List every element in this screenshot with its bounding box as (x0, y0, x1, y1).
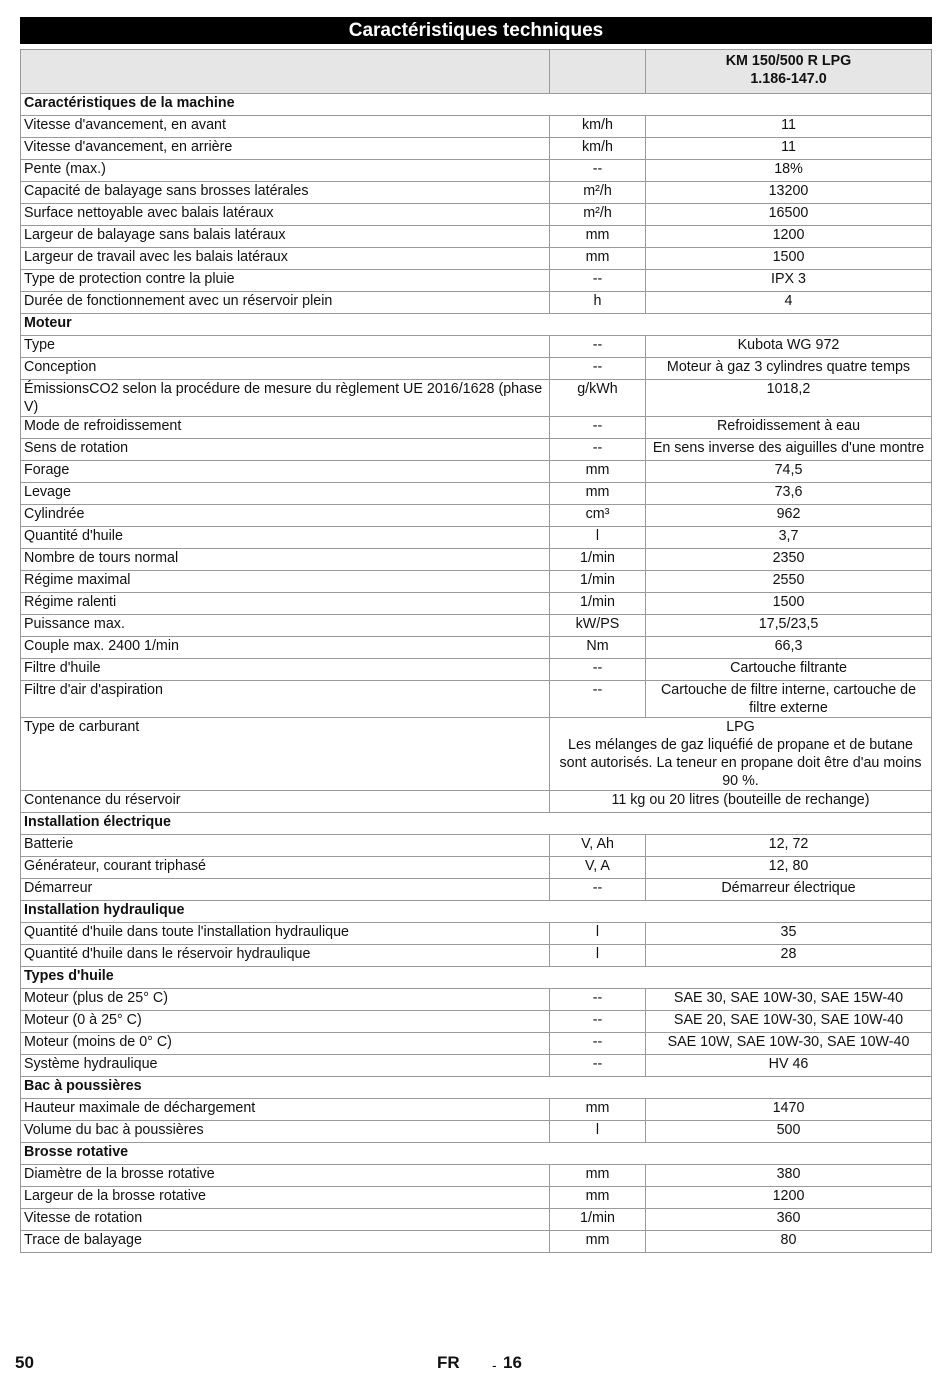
table-row (21, 461, 932, 483)
spec-unit: 1/min (550, 593, 646, 615)
spec-label: Moteur (plus de 25° C) (21, 989, 550, 1011)
spec-unit: -- (550, 160, 646, 182)
spec-label: Vitesse d'avancement, en avant (21, 116, 550, 138)
spec-unit: l (550, 923, 646, 945)
header-label-cell (21, 50, 550, 94)
spec-value: Démarreur électrique (646, 879, 932, 901)
table-row (21, 505, 932, 527)
table-row (21, 945, 932, 967)
table-row (21, 1187, 932, 1209)
spec-label: Démarreur (21, 879, 550, 901)
spec-value: 4 (646, 292, 932, 314)
spec-value: 1200 (646, 1187, 932, 1209)
section-header-row (21, 314, 932, 336)
spec-value: 1500 (646, 248, 932, 270)
spec-unit: cm³ (550, 505, 646, 527)
spec-unit: mm (550, 483, 646, 505)
spec-unit: V, Ah (550, 835, 646, 857)
spec-unit: -- (550, 439, 646, 461)
spec-label: Volume du bac à poussières (21, 1121, 550, 1143)
spec-unit: l (550, 527, 646, 549)
section-title: Installation électrique (21, 813, 932, 835)
table-row (21, 1033, 932, 1055)
model-name: KM 150/500 R LPG (725, 53, 852, 69)
section-page-number: 16 (503, 1353, 522, 1372)
spec-label: Pente (max.) (21, 160, 550, 182)
spec-value: 35 (646, 923, 932, 945)
table-row (21, 791, 932, 813)
table-row (21, 116, 932, 138)
spec-label: Durée de fonctionnement avec un réservoir plein (21, 292, 550, 314)
spec-unit: mm (550, 248, 646, 270)
spec-label: Largeur de balayage sans balais latéraux (21, 226, 550, 248)
spec-label: ÉmissionsCO2 selon la procédure de mesure du règlement UE 2016/1628 (phase V) (21, 380, 550, 417)
spec-label: Couple max. 2400 1/min (21, 637, 550, 659)
spec-value: 16500 (646, 204, 932, 226)
spec-value: Cartouche de filtre interne, cartouche de filtre externe (646, 681, 932, 718)
table-row (21, 358, 932, 380)
section-header-row (21, 1143, 932, 1165)
spec-unit: mm (550, 1165, 646, 1187)
table-row (21, 1055, 932, 1077)
spec-value: 1018,2 (646, 380, 932, 417)
spec-value: Refroidissement à eau (646, 417, 932, 439)
spec-label: Puissance max. (21, 615, 550, 637)
table-row (21, 681, 932, 718)
spec-unit: Nm (550, 637, 646, 659)
spec-label: Cylindrée (21, 505, 550, 527)
spec-label: Surface nettoyable avec balais latéraux (21, 204, 550, 226)
spec-label: Capacité de balayage sans brosses latérales (21, 182, 550, 204)
spec-unit: 1/min (550, 1209, 646, 1231)
spec-value: Kubota WG 972 (646, 336, 932, 358)
spec-unit: -- (550, 879, 646, 901)
table-row (21, 857, 932, 879)
spec-unit: -- (550, 1033, 646, 1055)
spec-unit: -- (550, 270, 646, 292)
table-row (21, 718, 932, 791)
spec-table (20, 49, 932, 1253)
section-header-row (21, 901, 932, 923)
spec-value: 2350 (646, 549, 932, 571)
table-row (21, 439, 932, 461)
section-title: Installation hydraulique (21, 901, 932, 923)
spec-value: 11 (646, 116, 932, 138)
spec-label: Quantité d'huile (21, 527, 550, 549)
section-header-row (21, 813, 932, 835)
spec-value: IPX 3 (646, 270, 932, 292)
table-row (21, 659, 932, 681)
table-row (21, 417, 932, 439)
spec-unit: -- (550, 1011, 646, 1033)
spec-label: Forage (21, 461, 550, 483)
spec-label: Moteur (moins de 0° C) (21, 1033, 550, 1055)
section-title: Moteur (21, 314, 932, 336)
table-row (21, 571, 932, 593)
spec-value-main: LPG (726, 719, 755, 735)
table-row (21, 527, 932, 549)
table-row (21, 160, 932, 182)
section-header-row (21, 967, 932, 989)
spec-value: 500 (646, 1121, 932, 1143)
table-row (21, 879, 932, 901)
table-row (21, 1099, 932, 1121)
table-row (21, 270, 932, 292)
spec-unit: h (550, 292, 646, 314)
spec-value: 1500 (646, 593, 932, 615)
spec-unit: mm (550, 226, 646, 248)
spec-label: Sens de rotation (21, 439, 550, 461)
spec-unit: m²/h (550, 182, 646, 204)
spec-unit: -- (550, 681, 646, 718)
spec-value: En sens inverse des aiguilles d'une montre (646, 439, 932, 461)
spec-label: Système hydraulique (21, 1055, 550, 1077)
spec-label: Moteur (0 à 25° C) (21, 1011, 550, 1033)
section-title: Brosse rotative (21, 1143, 932, 1165)
spec-value: 74,5 (646, 461, 932, 483)
spec-unit: kW/PS (550, 615, 646, 637)
spec-value: 3,7 (646, 527, 932, 549)
table-header-row (21, 50, 932, 94)
page-separator: - (492, 1357, 497, 1373)
spec-unit: -- (550, 1055, 646, 1077)
spec-value: Moteur à gaz 3 cylindres quatre temps (646, 358, 932, 380)
spec-unit: mm (550, 1187, 646, 1209)
table-row (21, 1121, 932, 1143)
spec-label: Levage (21, 483, 550, 505)
table-row (21, 336, 932, 358)
spec-label: Diamètre de la brosse rotative (21, 1165, 550, 1187)
table-row (21, 593, 932, 615)
spec-unit: -- (550, 659, 646, 681)
table-row (21, 637, 932, 659)
spec-label: Générateur, courant triphasé (21, 857, 550, 879)
spec-label: Nombre de tours normal (21, 549, 550, 571)
spec-value: 13200 (646, 182, 932, 204)
spec-value (550, 718, 932, 791)
spec-unit: mm (550, 461, 646, 483)
header-unit-cell (550, 50, 646, 94)
spec-label: Type de protection contre la pluie (21, 270, 550, 292)
spec-value: 1470 (646, 1099, 932, 1121)
spec-value: 360 (646, 1209, 932, 1231)
spec-label: Régime ralenti (21, 593, 550, 615)
spec-label: Conception (21, 358, 550, 380)
spec-value: 66,3 (646, 637, 932, 659)
spec-value (550, 791, 932, 813)
table-row (21, 1165, 932, 1187)
spec-label: Batterie (21, 835, 550, 857)
spec-unit: m²/h (550, 204, 646, 226)
header-model-cell (646, 50, 932, 94)
table-row (21, 380, 932, 417)
table-row (21, 204, 932, 226)
table-row (21, 1231, 932, 1253)
table-row (21, 1209, 932, 1231)
spec-label: Type de carburant (21, 718, 550, 791)
spec-unit: km/h (550, 116, 646, 138)
spec-unit: -- (550, 989, 646, 1011)
spec-unit: l (550, 945, 646, 967)
spec-value: Cartouche filtrante (646, 659, 932, 681)
spec-value: 80 (646, 1231, 932, 1253)
model-number: 1.186-147.0 (750, 71, 827, 87)
spec-value: 2550 (646, 571, 932, 593)
spec-value: HV 46 (646, 1055, 932, 1077)
spec-value: 962 (646, 505, 932, 527)
section-header-row (21, 1077, 932, 1099)
section-title: Bac à poussières (21, 1077, 932, 1099)
spec-label: Type (21, 336, 550, 358)
spec-unit: V, A (550, 857, 646, 879)
spec-unit: mm (550, 1231, 646, 1253)
section-title: Caractéristiques de la machine (21, 94, 932, 116)
table-row (21, 615, 932, 637)
section-header-row (21, 94, 932, 116)
spec-value: 17,5/23,5 (646, 615, 932, 637)
spec-label: Mode de refroidissement (21, 417, 550, 439)
spec-value-note: Les mélanges de gaz liquéfié de propane et de butane sont autorisés. La teneur en propane doit être d'au moins 90 %. (559, 737, 922, 789)
spec-value: SAE 30, SAE 10W-30, SAE 15W-40 (646, 989, 932, 1011)
table-row (21, 138, 932, 160)
spec-label: Vitesse de rotation (21, 1209, 550, 1231)
table-row (21, 292, 932, 314)
spec-label: Vitesse d'avancement, en arrière (21, 138, 550, 160)
spec-value: 28 (646, 945, 932, 967)
spec-unit: l (550, 1121, 646, 1143)
spec-value: 73,6 (646, 483, 932, 505)
spec-unit: mm (550, 1099, 646, 1121)
spec-label: Quantité d'huile dans toute l'installation hydraulique (21, 923, 550, 945)
spec-label: Largeur de la brosse rotative (21, 1187, 550, 1209)
spec-value: 12, 72 (646, 835, 932, 857)
table-row (21, 923, 932, 945)
page-title: Caractéristiques techniques (20, 17, 932, 44)
spec-unit: km/h (550, 138, 646, 160)
spec-label: Largeur de travail avec les balais latéraux (21, 248, 550, 270)
spec-unit: -- (550, 358, 646, 380)
spec-unit: g/kWh (550, 380, 646, 417)
spec-label: Trace de balayage (21, 1231, 550, 1253)
spec-value: SAE 10W, SAE 10W-30, SAE 10W-40 (646, 1033, 932, 1055)
table-row (21, 226, 932, 248)
spec-value: 380 (646, 1165, 932, 1187)
spec-label: Filtre d'huile (21, 659, 550, 681)
table-row (21, 483, 932, 505)
spec-unit: 1/min (550, 571, 646, 593)
table-row (21, 549, 932, 571)
page-number: 50 (15, 1353, 34, 1372)
table-row (21, 989, 932, 1011)
spec-label: Quantité d'huile dans le réservoir hydraulique (21, 945, 550, 967)
section-title: Types d'huile (21, 967, 932, 989)
spec-unit: -- (550, 417, 646, 439)
table-row (21, 182, 932, 204)
spec-label: Filtre d'air d'aspiration (21, 681, 550, 718)
spec-value: SAE 20, SAE 10W-30, SAE 10W-40 (646, 1011, 932, 1033)
language-code: FR (437, 1353, 460, 1372)
spec-label: Hauteur maximale de déchargement (21, 1099, 550, 1121)
spec-unit: -- (550, 336, 646, 358)
table-row (21, 248, 932, 270)
spec-value-main: 11 kg ou 20 litres (bouteille de rechange) (611, 792, 870, 808)
spec-value: 1200 (646, 226, 932, 248)
table-row (21, 835, 932, 857)
spec-label: Contenance du réservoir (21, 791, 550, 813)
spec-value: 12, 80 (646, 857, 932, 879)
spec-label: Régime maximal (21, 571, 550, 593)
spec-value: 18% (646, 160, 932, 182)
table-row (21, 1011, 932, 1033)
spec-value: 11 (646, 138, 932, 160)
spec-unit: 1/min (550, 549, 646, 571)
